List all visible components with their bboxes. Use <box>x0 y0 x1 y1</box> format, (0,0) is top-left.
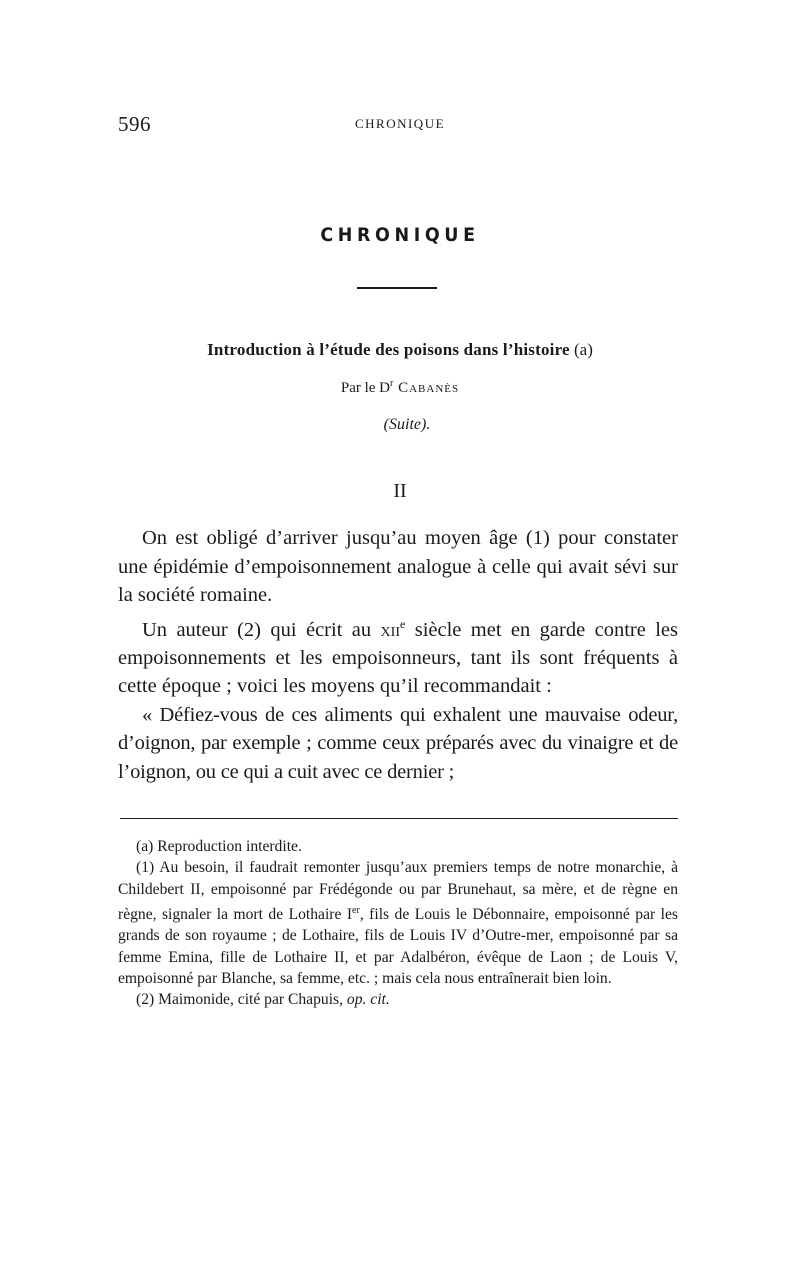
author-line <box>0 378 800 397</box>
footnotes <box>118 836 678 1011</box>
footnote-text: (2) Maimonide, cité par Chapuis, <box>136 991 347 1009</box>
section-heading: CHRONIQUE <box>320 224 480 246</box>
article-title <box>0 340 800 360</box>
footnote-citation: op. cit. <box>346 991 390 1009</box>
footnote-text: , fils de Louis le Débonnaire, empoisonné par les grands de son royaume ; de Lothaire, fils de Louis IV d’Outre-mer, empoisonné par sa femme Emina, fille de Lothaire II, et par Adalbéron, évêque de Laon ; de Louis V, empoisonné par Blanche, sa femme, etc. ; mais cela nous entraînerait bien loin. <box>118 906 678 987</box>
running-head <box>118 112 682 138</box>
paragraph-text: siècle met en garde contre les empoisonnements et les empoisonneurs, tant ils sont fréquents à cette époque ; voici les moyens qu’il recommandait : <box>118 618 678 698</box>
footnote-sup: er <box>352 904 360 916</box>
paragraph-text: On est obligé d’arriver jusqu’au moyen âge (1) pour constater une épidémie d’empoisonnement analogue à celle qui avait sévi sur la société romaine. <box>118 527 678 606</box>
article-title-text: Introduction à l’étude des poisons dans l’histoire <box>207 340 570 359</box>
century-sup: e <box>399 616 406 631</box>
paragraph <box>118 701 678 787</box>
page-number: 596 <box>118 112 151 136</box>
century-numeral: xii <box>380 618 400 641</box>
footnote-a: (a) Reproduction interdite. <box>136 838 302 855</box>
paragraph-text: « Défiez-vous de ces aliments qui exhalent une mauvaise odeur, d’oignon, par exemple ; comme ceux préparés avec du vinaigre et de l’oignon, ou ce qui a cuit avec ce dernier ; <box>118 703 678 783</box>
author-name: Cabanès <box>393 380 460 396</box>
footnote-2 <box>118 989 678 1010</box>
author-prefix-sup: r <box>390 378 394 389</box>
footnote-rule <box>120 818 678 819</box>
footnote-1 <box>118 857 678 989</box>
suite-label: (Suite). <box>383 416 431 433</box>
section-number: II <box>393 480 407 502</box>
body-text <box>118 524 678 786</box>
title-rule <box>357 287 437 289</box>
author-prefix: Par le D <box>340 380 391 396</box>
footnote-text: (1) Au besoin, il faudrait remonter jusqu’aux premiers temps de notre monarchie, à Childebert II, empoisonné par Frédégonde ou par Brunehaut, sa mère, et de règne en règne, signaler la mort de Lothaire I <box>118 859 678 924</box>
paragraph <box>118 524 678 610</box>
paragraph-text: Un auteur (2) qui écrit au <box>142 618 381 641</box>
running-title: CHRONIQUE <box>354 116 446 131</box>
article-title-note: (a) <box>569 340 593 359</box>
paragraph <box>118 610 678 701</box>
